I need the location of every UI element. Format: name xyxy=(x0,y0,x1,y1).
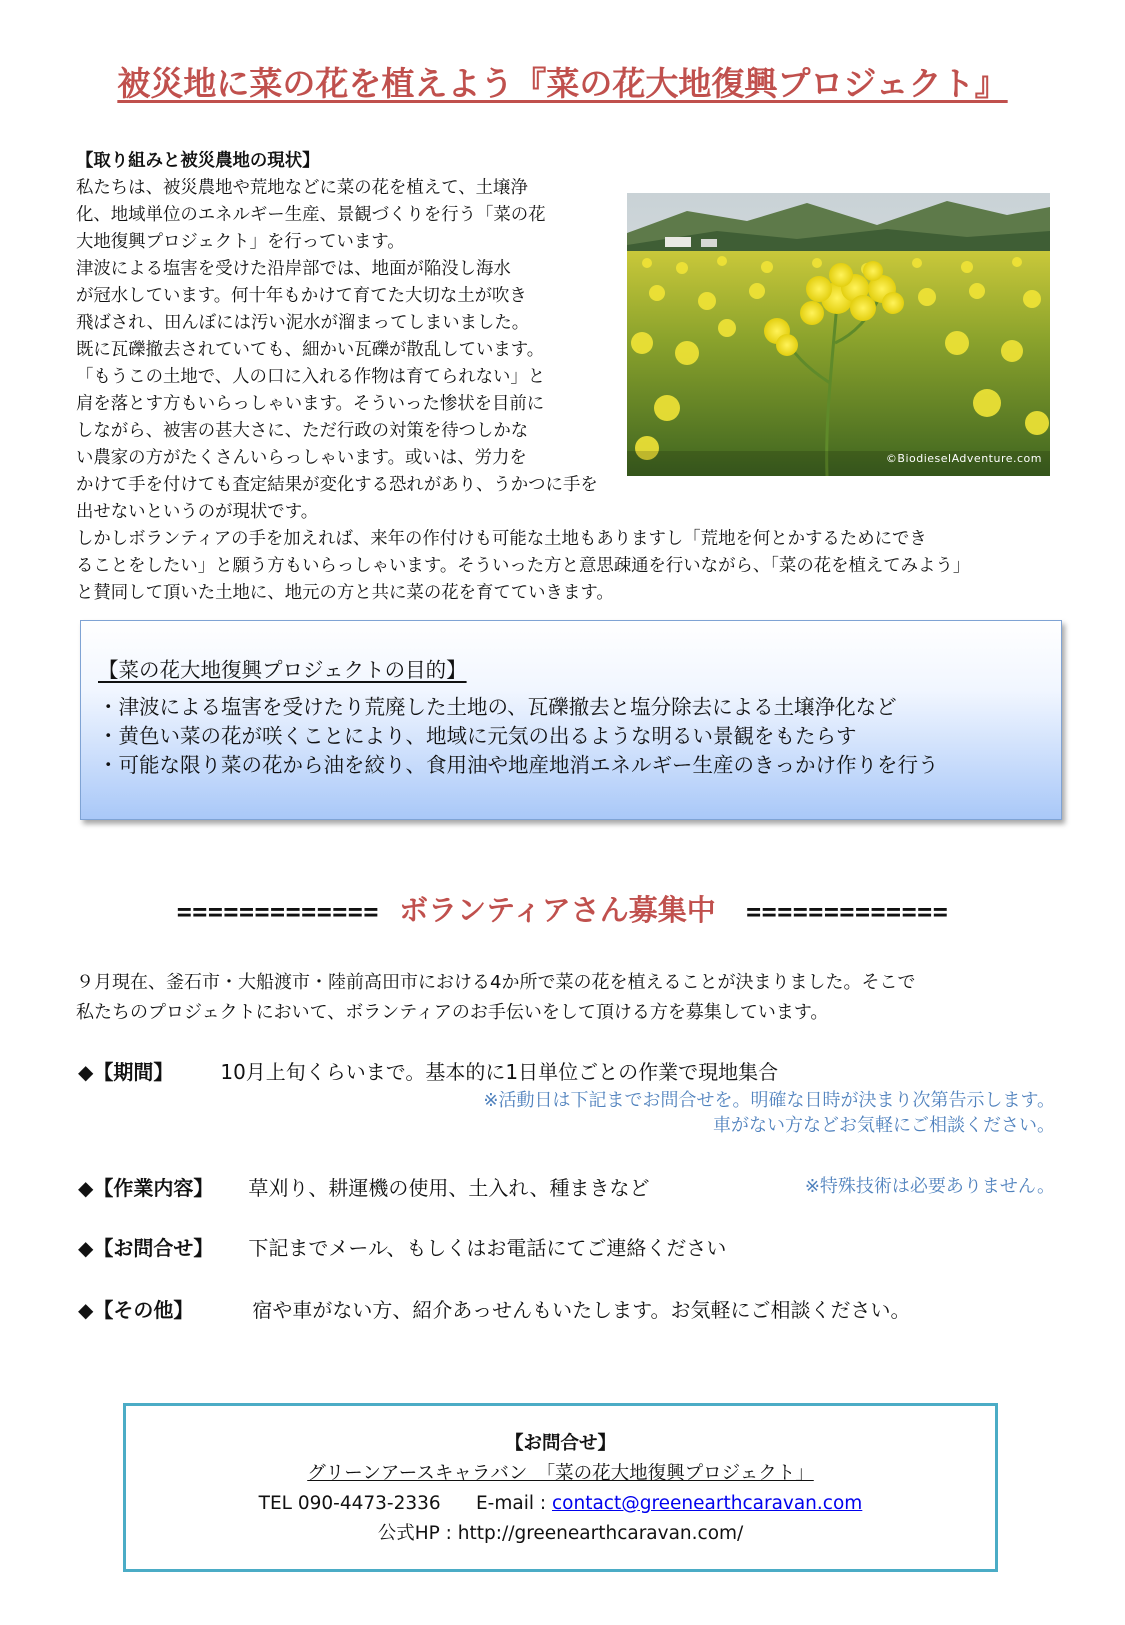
intro-line: 飛ばされ、田んぼには汚い泥水が溜まってしまいました。 xyxy=(76,313,530,333)
purpose-item: ・可能な限り菜の花から油を絞り、食用油や地産地消エネルギー生産のきっかけ作りを行う xyxy=(98,753,939,777)
work-label: ◆【作業内容】 xyxy=(78,1176,214,1200)
page-title: 被災地に菜の花を植えよう『菜の花大地復興プロジェクト』 xyxy=(117,64,1008,103)
intro-line: と賛同して頂いた土地に、地元の方と共に菜の花を育てていきます。 xyxy=(76,583,614,603)
intro-line: 肩を落とす方もいらっしゃいます。そういった惨状を目前に xyxy=(76,394,545,414)
intro-line: 既に瓦礫撤去されていても、細かい瓦礫が散乱しています。 xyxy=(76,340,545,360)
purpose-box xyxy=(80,620,1062,820)
intro-line: かけて手を付けても査定結果が変化する恐れがあり、うかつに手を出せないというのが現状です。 xyxy=(76,475,598,522)
contact-email-label: E-mail : xyxy=(475,1493,552,1514)
inquiry-label: ◆【お問合せ】 xyxy=(78,1236,214,1260)
purpose-item: ・黄色い菜の花が咲くことにより、地域に元気の出るような明るい景観をもたらす xyxy=(98,724,857,748)
purpose-item: ・津波による塩害を受けたり荒廃した土地の、瓦礫撤去と塩分除去による土壌浄化など xyxy=(98,695,897,719)
period-note: 車がない方などお気軽にご相談ください。 xyxy=(713,1115,1055,1136)
intro-line: ることをしたい」と願う方もいらっしゃいます。そういった方と意思疎通を行いながら、「菜の花を植えてみよう」 xyxy=(76,556,971,576)
contact-tel: TEL 090-4473-2336 xyxy=(258,1493,441,1514)
period-label: ◆【期間】 xyxy=(78,1060,174,1084)
purpose-heading: 【菜の花大地復興プロジェクトの目的】 xyxy=(98,658,467,682)
recruit-intro-line: 私たちのプロジェクトにおいて、ボランティアのお手伝いをして頂ける方を募集しています。 xyxy=(76,1002,829,1023)
rapeseed-field-photo xyxy=(627,193,1050,476)
contact-homepage: 公式HP : http://greenearthcaravan.com/ xyxy=(377,1523,744,1544)
period-row xyxy=(78,1056,778,1085)
photo-credit: ©BiodieselAdventure.com xyxy=(885,452,1042,465)
other-row xyxy=(78,1294,911,1323)
recruit-intro xyxy=(76,968,1066,1028)
period-note: ※活動日は下記までお問合せを。明確な日時が決まり次第告示します。 xyxy=(483,1090,1055,1111)
photo-image xyxy=(627,193,1050,476)
period-value: 10月上旬くらいまで。基本的に1日単位ごとの作業で現地集合 xyxy=(220,1060,779,1084)
intro-line: 津波による塩害を受けた沿岸部では、地面が陥没し海水 xyxy=(76,259,511,279)
intro-line: が冠水しています。何十年もかけて育てた大切な土が吹き xyxy=(76,286,527,306)
intro-line: しかしボランティアの手を加えれば、来年の作付けも可能な土地もありますし「荒地を何とかするためにでき xyxy=(76,529,927,549)
intro-line: しながら、被害の甚大さに、ただ行政の対策を待つしかな xyxy=(76,421,529,441)
other-value: 宿や車がない方、紹介あっせんもいたします。お気軽にご相談ください。 xyxy=(252,1298,911,1322)
work-note: ※特殊技術は必要ありません。 xyxy=(804,1176,1055,1197)
contact-heading: 【お問合せ】 xyxy=(504,1433,616,1454)
intro-section xyxy=(76,148,1056,607)
intro-heading: 【取り組みと被災農地の現状】 xyxy=(76,151,320,171)
intro-line: 「もうこの土地で、人の口に入れる作物は育てられない」と xyxy=(76,367,546,387)
heading-rule-left: ============= xyxy=(176,897,379,926)
work-value: 草刈り、耕運機の使用、土入れ、種まきなど xyxy=(248,1176,650,1200)
inquiry-row xyxy=(78,1232,726,1261)
contact-line xyxy=(126,1489,995,1519)
period-notes xyxy=(483,1088,1055,1138)
contact-org: グリーンアースキャラバン 「菜の花大地復興プロジェクト」 xyxy=(307,1463,814,1484)
intro-line: 化、地域単位のエネルギー生産、景観づくりを行う「菜の花 xyxy=(76,205,546,225)
heading-rule-right: ============= xyxy=(746,897,949,926)
intro-line: 大地復興プロジェクト」を行っています。 xyxy=(76,232,405,252)
contact-email-link[interactable]: contact@greenearthcaravan.com xyxy=(551,1493,863,1514)
inquiry-value: 下記までメール、もしくはお電話にてご連絡ください xyxy=(248,1236,727,1260)
work-row xyxy=(78,1172,650,1201)
recruit-heading-line xyxy=(0,888,1125,929)
recruit-heading: ボランティアさん募集中 xyxy=(399,893,716,927)
other-label: ◆【その他】 xyxy=(78,1298,194,1322)
intro-line: 私たちは、被災農地や荒地などに菜の花を植えて、土壌浄 xyxy=(76,178,528,198)
contact-box xyxy=(123,1403,998,1572)
recruit-intro-line: ９月現在、釜石市・大船渡市・陸前高田市における4か所で菜の花を植えることが決まりました。そこで xyxy=(76,972,916,993)
intro-line: い農家の方がたくさんいらっしゃいます。或いは、労力を xyxy=(76,448,527,468)
